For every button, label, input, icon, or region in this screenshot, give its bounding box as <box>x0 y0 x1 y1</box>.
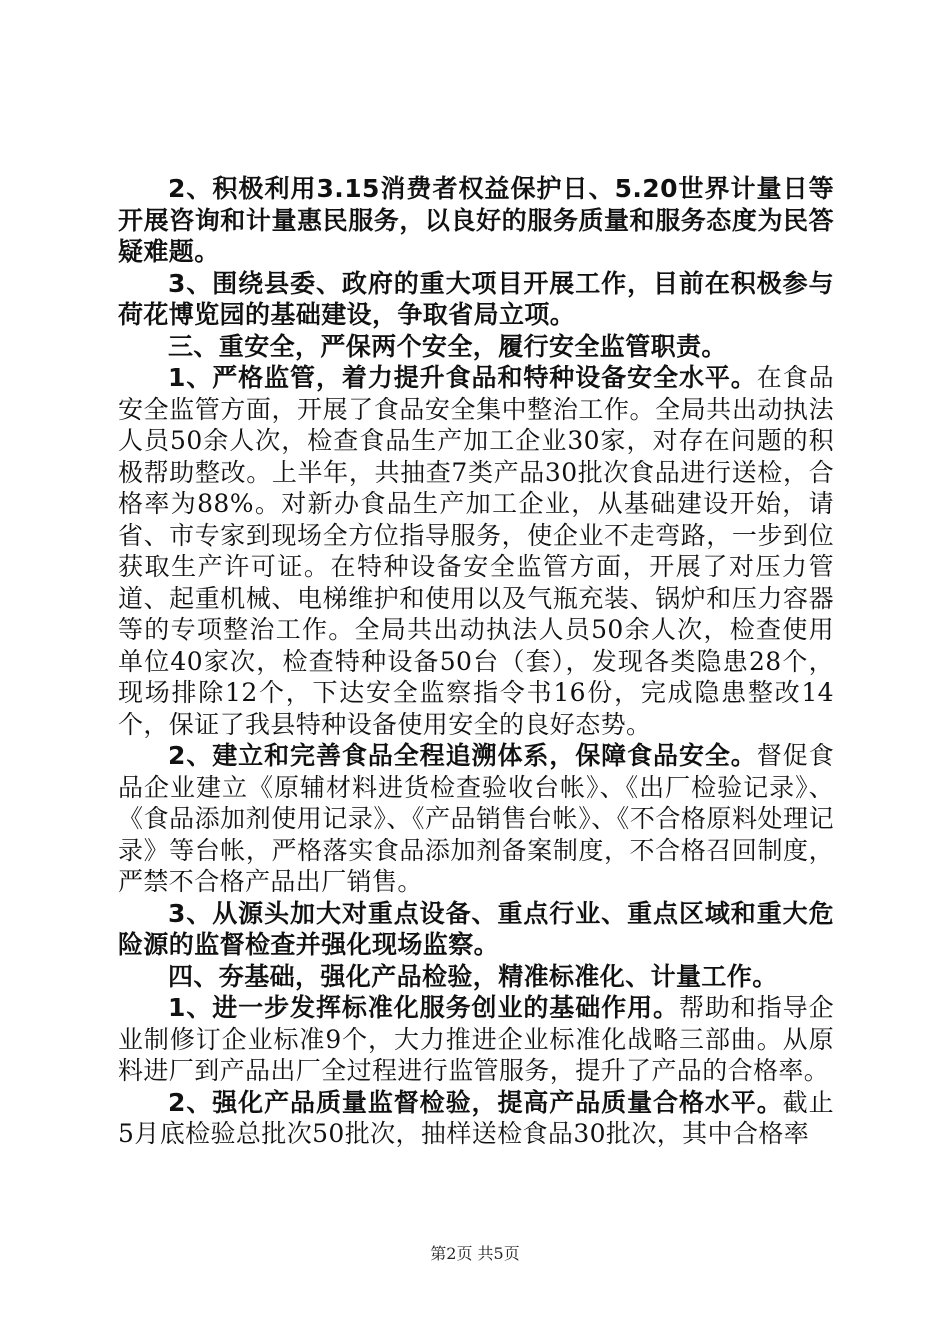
paragraph-5-lead: 2、建立和完善食品全程追溯体系，保障食品安全。 <box>168 741 757 770</box>
document-body <box>118 173 834 1150</box>
page-footer <box>0 1244 950 1264</box>
section-heading-4 <box>118 961 834 993</box>
paragraph-4 <box>118 362 834 740</box>
paragraph-1 <box>118 173 834 268</box>
section-heading-3 <box>118 331 834 363</box>
section-heading-4-text: 四、夯基础，强化产品检验，精准标准化、计量工作。 <box>168 961 778 991</box>
section-heading-3-text: 三、重安全，严保两个安全，履行安全监管职责。 <box>168 331 727 361</box>
paragraph-4-text: 在食品安全监管方面，开展了食品安全集中整治工作。全局共出动执法人员50余人次，检查食品生产加工企业30家，对存在问题的积极帮助整改。上半年，共抽查7类产品30批次食品进行送检，合格率为88%。对新办食品生产加工企业，从基础建设开始，请省、市专家到现场全方位指导服务，使企业不走弯路，一步到位获取生产许可证。在特种设备安全监管方面，开展了对压力管道、起重机械、电梯维护和使用以及气瓶充装、锅炉和压力容器等的专项整治工作。全局共出动执法人员50余人次，检查使用单位40家次，检查特种设备50台（套），发现各类隐患28个，现场排除12个，下达安全监察指令书16份，完成隐患整改14个，保证了我县特种设备使用安全的良好态势。 <box>118 363 834 739</box>
paragraph-9 <box>118 1087 834 1150</box>
paragraph-8-text: 帮助和指导企业制修订企业标准9个，大力推进企业标准化战略三部曲。从原料进厂到产品出厂全过程进行监管服务，提升了产品的合格率。 <box>118 993 834 1085</box>
paragraph-5-text: 督促食品企业建立《原辅材料进货检查验收台帐》、《出厂检验记录》、《食品添加剂使用记录》、《产品销售台帐》、《不合格原料处理记录》等台帐，严格落实食品添加剂备案制度，不合格召回制度，严禁不合格产品出厂销售。 <box>118 741 834 896</box>
paragraph-9-lead: 2、强化产品质量监督检验，提高产品质量合格水平。 <box>168 1087 783 1117</box>
paragraph-6-text: 3、从源头加大对重点设备、重点行业、重点区域和重大危险源的监督检查并强化现场监察。 <box>118 898 834 959</box>
paragraph-5 <box>118 740 834 898</box>
paragraph-4-lead: 1、严格监管，着力提升食品和特种设备安全水平。 <box>168 363 757 392</box>
paragraph-8-lead: 1、进一步发挥标准化服务创业的基础作用。 <box>168 993 679 1022</box>
paragraph-6 <box>118 898 834 961</box>
paragraph-9-text: 截止5月底检验总批次50批次，抽样送检食品30批次，其中合格率 <box>118 1087 834 1148</box>
paragraph-1-text: 2、积极利用3.15消费者权益保护日、5.20世界计量日等开展咨询和计量惠民服务，以良好的服务质量和服务态度为民答疑难题。 <box>118 174 834 266</box>
paragraph-2-text: 3、围绕县委、政府的重大项目开展工作，目前在积极参与荷花博览园的基础建设，争取省局立项。 <box>118 268 834 329</box>
paragraph-8 <box>118 992 834 1087</box>
paragraph-2 <box>118 268 834 331</box>
page-number-label: 第2页 共5页 <box>430 1244 520 1263</box>
